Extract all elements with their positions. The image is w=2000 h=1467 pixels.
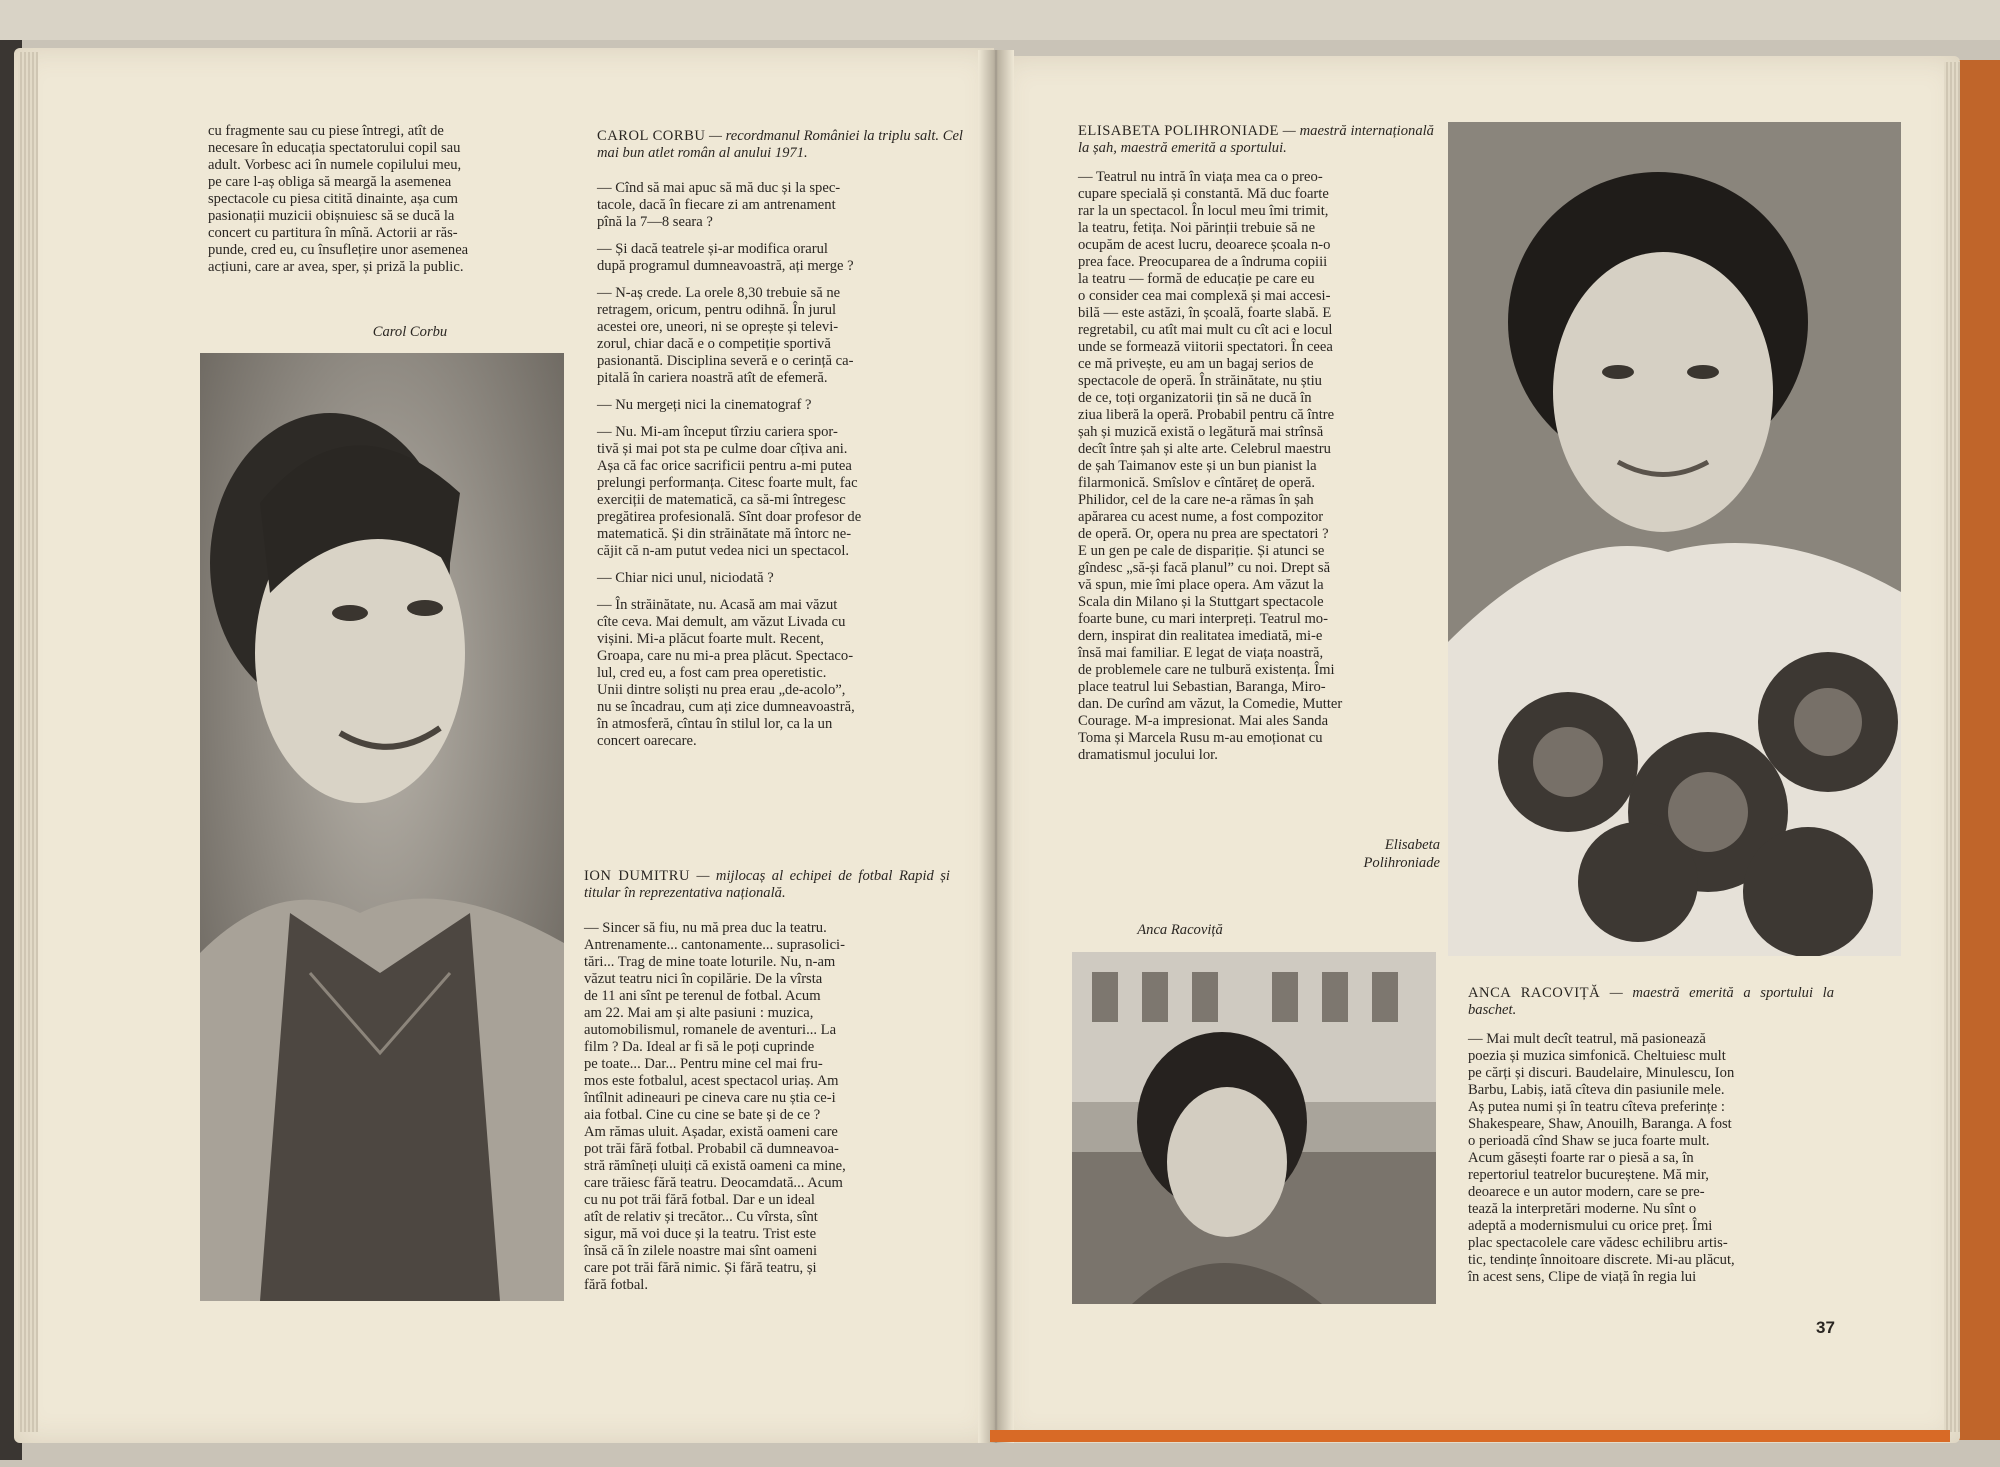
text-line: Groapa, care nu mi-a prea plăcut. Spectaco- [597, 648, 854, 664]
text-line [597, 560, 963, 570]
intro-lines [208, 123, 556, 276]
text-line: tacole, dacă în fiecare zi am antrenament [597, 197, 836, 213]
text-line: — Teatrul nu intră în viața mea ca o preo- [1078, 169, 1323, 185]
text-line: plac spectacolele care vădesc echilibru artis- [1468, 1235, 1728, 1251]
text-line: șah și muzică există o legătură mai strînsă [1078, 424, 1324, 440]
text-line: sigur, mă voi duce și la teatru. Trist este [584, 1226, 817, 1242]
text-line: punde, cred eu, cu însuflețire unor asemenea [208, 242, 469, 258]
text-line: cîte ceva. Mai demult, am văzut Livada cu [597, 614, 846, 630]
text-line: Am rămas uluit. Așadar, există oameni care [584, 1124, 838, 1140]
text-line: zorul, chiar dacă e o competiție sportivă [597, 336, 831, 352]
text-line: în acest sens, Clipe de viață în regia lui [1468, 1269, 1697, 1285]
text-line: filarmonică. Smîslov e cîntăreț de operă. [1078, 475, 1316, 491]
text-line: tic, tendințe înnoitoare discrete. Mi-au plăcut, [1468, 1252, 1735, 1268]
ion-name: ION DUMITRU [584, 868, 690, 884]
elisabeta-text [1078, 169, 1434, 764]
text-line: Courage. M-a impresionat. Mai ales Sanda [1078, 713, 1329, 729]
text-line: Philidor, cel de la care ne-a rămas în șah [1078, 492, 1314, 508]
text-line: am 22. Mai am și alte pasiuni : muzica, [584, 1005, 814, 1021]
text-line: — Chiar nici unul, niciodată ? [597, 570, 774, 586]
ion-dumitru-interview [584, 868, 950, 1294]
text-line: — Nu mergeți nici la cinematograf ? [597, 397, 812, 413]
text-line: întîlnit adineauri pe cineva care nu știa ce-i [584, 1090, 836, 1106]
text-line: tări... Trag de mine toate loturile. Nu, n-am [584, 954, 836, 970]
text-line: prea face. Preocuparea de a îndruma copiii [1078, 254, 1328, 270]
text-line: cu nu pot trăi fără fotbal. Dar e un ideal [584, 1192, 815, 1208]
text-line: pregătirea profesională. Sînt doar profesor de [597, 509, 862, 525]
text-line: atît de relativ și trecător... Cu vîrsta, sînt [584, 1209, 818, 1225]
text-line: pe toate... Dar... Pentru mine cel mai fru- [584, 1056, 823, 1072]
text-line: cu fragmente sau cu piese întregi, atît de [208, 123, 444, 139]
ion-heading [584, 868, 950, 902]
text-line: foarte bune, cu mari interpreți. Teatrul mo- [1078, 611, 1328, 627]
text-line: la teatru — formă de educație pe care eu [1078, 271, 1315, 287]
text-line: o perioadă cînd Shaw se juca foarte mult. [1468, 1133, 1710, 1149]
text-line: Toma și Marcela Rusu m-au emoționat cu [1078, 730, 1323, 746]
text-line: după programul dumneavoastră, ați merge ? [597, 258, 854, 274]
elisabeta-heading [1078, 123, 1434, 157]
portrait-man-icon [200, 353, 564, 1301]
text-line: vă spun, mie îmi place opera. Am văzut la [1078, 577, 1324, 593]
text-line: retragem, oricum, pentru odihnă. În jurul [597, 302, 837, 318]
elisabeta-photo-caption [1330, 836, 1440, 872]
text-line: spectacole de operă. În străinătate, nu știu [1078, 373, 1322, 389]
intro-paragraph [208, 123, 556, 276]
text-line: apărarea cu acest nume, a fost compozitor [1078, 509, 1324, 525]
book-cover-right [1958, 60, 2000, 1440]
text-line: căjit că n-am putut vedea nici un spectacol. [597, 543, 850, 559]
text-line: pitală în cariera noastră atît de efemeră. [597, 370, 828, 386]
text-line: acestei ore, uneori, ni se oprește și televi- [597, 319, 839, 335]
text-line: lul, cred eu, a fost cam prea operetistic. [597, 665, 827, 681]
text-line: — Și dacă teatrele și-ar modifica orarul [597, 241, 828, 257]
text-line: pe cărți și discuri. Baudelaire, Minulescu, Ion [1468, 1065, 1735, 1081]
text-line [597, 414, 963, 424]
text-line: decît între șah și alte arte. Celebrul maestru [1078, 441, 1331, 457]
text-line: văzut teatru nici în copilărie. De la vîrsta [584, 971, 823, 987]
text-line: rar la un spectacol. În locul meu îmi trimit, [1078, 203, 1329, 219]
elisabeta-interview [1078, 123, 1434, 764]
elisabeta-caption-line1: Elisabeta [1384, 837, 1440, 853]
text-line: tează la interpretări moderne. Nu sînt o [1468, 1201, 1697, 1217]
page-edges-right [1944, 62, 1960, 1432]
text-line: concert oarecare. [597, 733, 697, 749]
text-line: o consider cea mai complexă și mai accesi- [1078, 288, 1331, 304]
text-line: dan. De curînd am văzut, la Comedie, Mutter [1078, 696, 1343, 712]
carol-photo-caption: Carol Corbu [372, 324, 448, 340]
text-line: dramatismul jocului lor. [1078, 747, 1218, 763]
text-line: adeptă a modernismului cu orice preț. Îmi [1468, 1218, 1713, 1234]
text-line: ce mă privește, eu am un bagaj serios de [1078, 356, 1314, 372]
text-line: bilă — este astăzi, în școală, foarte slabă. E [1078, 305, 1332, 321]
text-line: de ce, toți organizatorii țin să ne ducă în [1078, 390, 1312, 406]
text-line: concert cu partitura în mînă. Actorii ar răs- [208, 225, 458, 241]
text-line: dern, inspirat din realitatea imediată, mi-e [1078, 628, 1323, 644]
cover-edge-orange [990, 1430, 1950, 1442]
text-line: nu se încadrau, cum ați zice dumneavoastră, [597, 699, 855, 715]
text-line: cupare specială și constantă. Mă duc foarte [1078, 186, 1329, 202]
text-line: mos este fotbalul, acest spectacol uriaș. Am [584, 1073, 839, 1089]
anca-role: — maestră emerită a sportului la baschet. [1468, 985, 1835, 1018]
portrait-woman-street-icon [1072, 952, 1436, 1304]
text-line: — Cînd să mai apuc să mă duc și la spec- [597, 180, 841, 196]
ion-role: — mijlocaș al echipei de fotbal Rapid și titular în reprezentativa națională. [584, 868, 950, 901]
text-line: de problemele care ne tulbură existența. Îmi [1078, 662, 1335, 678]
portrait-woman-with-roses-icon [1448, 122, 1901, 956]
text-line: însă mai familiar. E legat de viața noastră, [1078, 645, 1324, 661]
text-line: film ? Da. Ideal ar fi să le poți cuprinde [584, 1039, 815, 1055]
text-line: poezia și muzica simfonică. Cheltuiesc mult [1468, 1048, 1726, 1064]
text-line: — N-aș crede. La orele 8,30 trebuie să ne [597, 285, 841, 301]
text-line: automobilismul, romanele de aventuri... La [584, 1022, 837, 1038]
ion-text [584, 920, 950, 1294]
text-line: adult. Vorbesc aci în numele copilului meu, [208, 157, 462, 173]
text-line: de șah Taimanov este și un bun pianist la [1078, 458, 1317, 474]
carol-corbu-photo [200, 353, 564, 1301]
text-line: pasionații muzicii obișnuiesc să se ducă la [208, 208, 455, 224]
text-line: pot trăi fără fotbal. Probabil că dumneavoa- [584, 1141, 839, 1157]
carol-heading [597, 128, 963, 162]
carol-corbu-interview [597, 128, 963, 750]
text-line: care trăiesc fără teatru. Deocamdată... Acum [584, 1175, 843, 1191]
text-line: Așa că fac orice sacrificii pentru a-mi putea [597, 458, 852, 474]
anca-racovita-photo [1072, 952, 1436, 1304]
text-line: Scala din Milano și la Stuttgart spectacole [1078, 594, 1324, 610]
text-line: — Sincer să fiu, nu mă prea duc la teatru. [584, 920, 827, 936]
text-line: Shakespeare, Shaw, Anouilh, Baranga. A fost [1468, 1116, 1732, 1132]
carol-role: — recordmanul României la triplu salt. Cel mai bun atlet român al anului 1971. [597, 128, 963, 161]
elisabeta-role: — maestră internațională la șah, maestră emerită a sportului. [1078, 123, 1434, 156]
elisabeta-name: ELISABETA POLIHRONIADE [1078, 123, 1279, 139]
anca-racovita-interview [1468, 985, 1834, 1286]
text-line: matematică. Și din străinătate mă întorc ne- [597, 526, 852, 542]
text-line: place teatrul lui Sebastian, Baranga, Miro- [1078, 679, 1326, 695]
carol-text [597, 180, 963, 750]
text-line: Acum găsești foarte rar o piesă a sa, în [1468, 1150, 1694, 1166]
text-line: acțiuni, care ar avea, sper, și priză la public. [208, 259, 464, 275]
text-line: deoarece e un autor modern, care se pre- [1468, 1184, 1705, 1200]
text-line: Aș putea numi și în teatru cîteva preferințe : [1468, 1099, 1725, 1115]
text-line: gîndesc „să-și facă planul” cu noi. Drept să [1078, 560, 1331, 576]
text-line: aia fotbal. Cine cu cine se bate și de ce ? [584, 1107, 821, 1123]
text-line: în atmosferă, cîntau în stilul lor, ca la un [597, 716, 833, 732]
text-line: — În străinătate, nu. Acasă am mai văzut [597, 597, 838, 613]
text-line: E un gen pe cale de dispariție. Și atunci se [1078, 543, 1325, 559]
text-line: de operă. Or, opera nu prea are spectatori ? [1078, 526, 1329, 542]
text-line: ziua liberă la operă. Probabil pentru că între [1078, 407, 1335, 423]
anca-heading [1468, 985, 1834, 1019]
text-line: repertoriul teatrelor bucureștene. Mă mir, [1468, 1167, 1709, 1183]
anca-name: ANCA RACOVIȚĂ [1468, 985, 1601, 1001]
text-line: Unii dintre soliști nu prea erau „de-acolo”, [597, 682, 846, 698]
anca-text [1468, 1031, 1834, 1286]
text-line [597, 587, 963, 597]
anca-photo-caption: Anca Racoviță [1137, 922, 1223, 938]
carol-name: CAROL CORBU [597, 128, 706, 144]
text-line: exerciții de matematică, ca să-mi întregesc [597, 492, 846, 508]
elisabeta-caption-line2: Polihroniade [1363, 855, 1440, 871]
text-line: Antrenamente... cantonamente... suprasolici- [584, 937, 845, 953]
text-line: însă că în zilele noastre mai sînt oameni [584, 1243, 818, 1259]
text-line: ocupăm de acest lucru, deoarece școala n-o [1078, 237, 1331, 253]
text-line [597, 275, 963, 285]
text-line: de 11 ani sînt pe terenul de fotbal. Acum [584, 988, 821, 1004]
text-line: prelungi performanța. Citesc foarte mult, fac [597, 475, 858, 491]
text-line: pe care l-aș obliga să meargă la asemenea [208, 174, 452, 190]
text-line: tivă și mai pot sta pe culme doar cîțiva ani. [597, 441, 848, 457]
book-gutter [978, 50, 1014, 1443]
text-line: fără fotbal. [584, 1277, 649, 1293]
page-edges-left [18, 52, 38, 1432]
text-line: spectacole cu piesa citită dinainte, așa cum [208, 191, 459, 207]
text-line: vișini. Mi-a plăcut foarte mult. Recent, [597, 631, 824, 647]
scanner-bed [0, 0, 2000, 40]
page-number: 37 [1816, 1318, 1835, 1337]
text-line: Barbu, Labiș, iată cîteva din pasiunile mele. [1468, 1082, 1725, 1098]
text-line [597, 387, 963, 397]
text-line: — Mai mult decît teatrul, mă pasionează [1468, 1031, 1706, 1047]
text-line: unde se formează viitorii spectatori. În ceea [1078, 339, 1333, 355]
text-line: regretabil, cu atît mai mult cu cît aci e locul [1078, 322, 1333, 338]
text-line: care pot trăi fără nimic. Și fără teatru, și [584, 1260, 817, 1276]
text-line: pînă la 7—8 seara ? [597, 214, 713, 230]
text-line: stră rămîneți uluiți că există oameni ca mine, [584, 1158, 846, 1174]
elisabeta-polihroniade-photo [1448, 122, 1901, 956]
text-line: necesare în educația spectatorului copil sau [208, 140, 461, 156]
text-line: — Nu. Mi-am început tîrziu cariera spor- [597, 424, 838, 440]
text-line [597, 231, 963, 241]
text-line: pasionantă. Disciplina severă e o cerință ca- [597, 353, 854, 369]
text-line: la teatru, fetița. Noi părinții trebuie să ne [1078, 220, 1316, 236]
